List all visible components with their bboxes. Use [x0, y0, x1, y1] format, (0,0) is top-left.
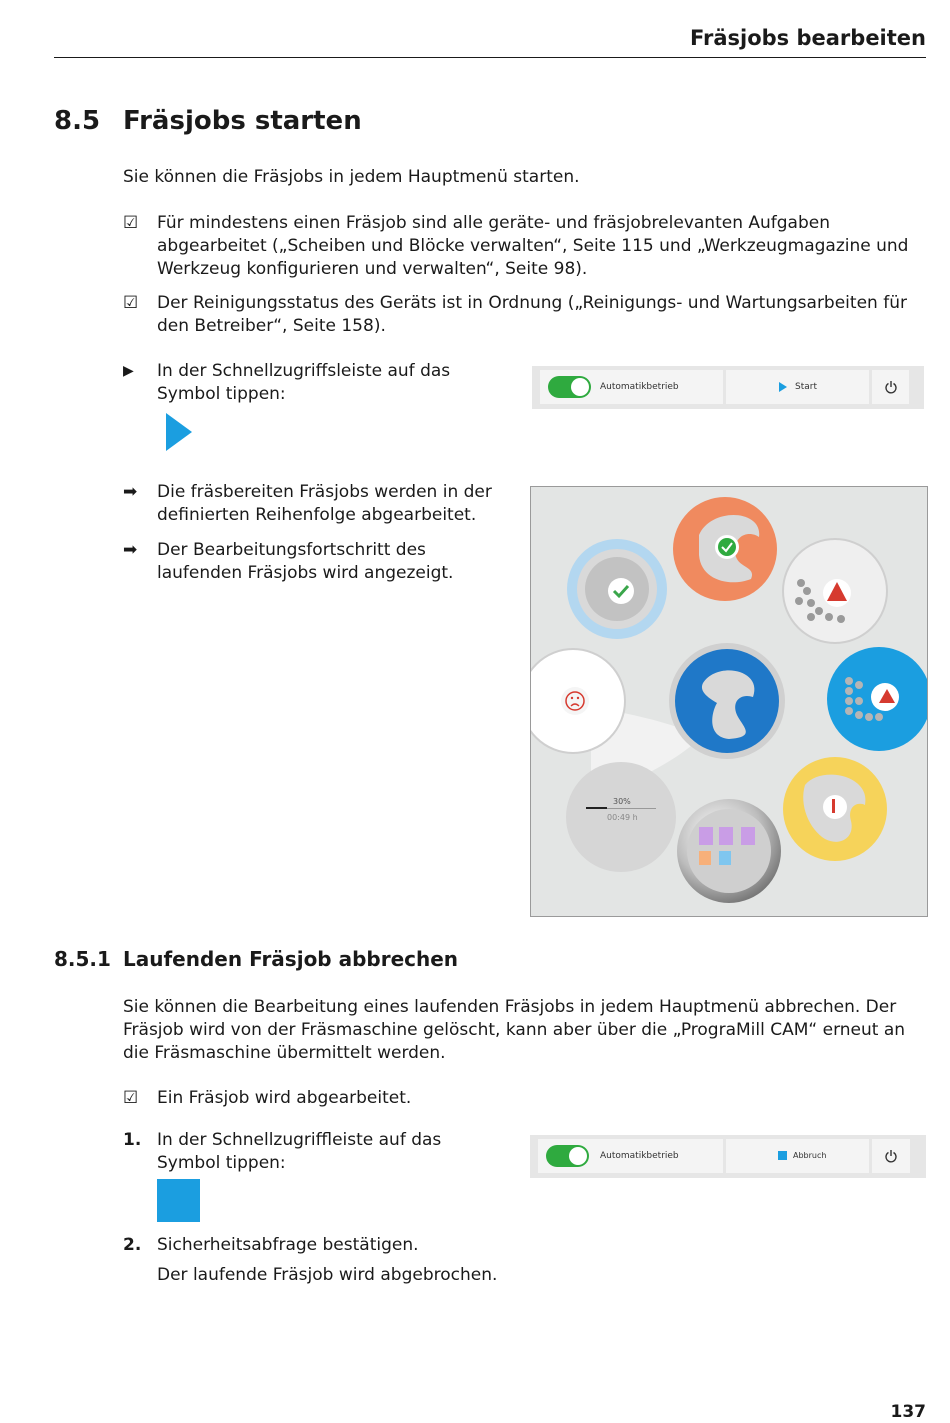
sub-step-1: In der Schnellzugriffleiste auf das Symbol tippen: [157, 1130, 442, 1173]
job-circle-blue[interactable] [825, 645, 928, 753]
step-instruction: In der Schnellzugriffsleiste auf das Symbol tippen: [157, 361, 451, 404]
job-circle-finished[interactable] [563, 535, 671, 643]
main-menu-screenshot [530, 486, 928, 917]
intro-text: Sie können die Fräsjobs in jedem Hauptmenü starten. [123, 167, 580, 187]
power-button[interactable] [872, 370, 909, 404]
play-icon [164, 411, 194, 453]
job-circle-yellow[interactable] [781, 755, 889, 863]
progress-track [586, 808, 656, 809]
auto-mode-label: Automatikbetrieb [600, 1151, 679, 1161]
result-arrow-icon: ➡ [123, 540, 138, 560]
prereq-1: Für mindestens einen Fräsjob sind alle geräte- und fräsjobrelevanten Aufgaben abgearbeitet („Scheiben und Blöcke verwalten“, Seite 115 und „Werkzeugmagazine und Werkzeug konfigurieren und verwalten“, Seite 98). [157, 213, 909, 279]
result-1: Die fräsbereiten Fräsjobs werden in der definierten Reihenfolge abgearbeitet. [157, 482, 492, 525]
abort-button[interactable] [726, 1139, 869, 1173]
job-circle-active[interactable] [667, 641, 787, 761]
checkbox-icon: ☑ [123, 1088, 139, 1108]
progress-time: 00:49 h [607, 813, 638, 822]
progress-percent: 30% [613, 797, 631, 806]
prereq-2: Der Reinigungsstatus des Geräts ist in Ordnung („Reinigungs- und Wartungsarbeiten für den Betreiber“, Seite 158). [157, 293, 907, 336]
abort-label: Abbruch [793, 1151, 827, 1160]
stop-icon [778, 1151, 787, 1160]
page-number: 137 [890, 1402, 926, 1422]
step-number: 2. [123, 1235, 142, 1255]
sub-prereq: Ein Fräsjob wird abgearbeitet. [157, 1088, 412, 1108]
subsection-title: Laufenden Fräsjob abbrechen [123, 947, 459, 971]
sub-result: Der laufende Fräsjob wird abgebrochen. [157, 1265, 498, 1285]
job-circle-error[interactable] [530, 647, 627, 755]
power-button[interactable] [872, 1139, 910, 1173]
running-header: Fräsjobs bearbeiten [689, 26, 926, 50]
auto-mode-label: Automatikbetrieb [600, 382, 679, 392]
play-icon [778, 381, 788, 393]
step-arrow-icon: ▶ [123, 363, 134, 379]
section-number: 8.5 [54, 106, 101, 136]
power-icon [884, 380, 898, 394]
section-title: Fräsjobs starten [123, 106, 362, 136]
job-circle-orange[interactable] [671, 495, 779, 603]
job-circle-silver[interactable] [675, 797, 783, 905]
stop-icon [157, 1179, 200, 1222]
start-button[interactable] [726, 370, 869, 404]
sub-intro: Sie können die Bearbeitung eines laufenden Fräsjobs in jedem Hauptmenü abbrechen. Der Fräsjob wird von der Fräsmaschine gelöscht, kann aber über die „PrograMill CAM“ erneut an die Fräsmaschine übermittelt werden. [123, 997, 906, 1063]
progress-fill [586, 807, 607, 809]
auto-mode-toggle[interactable] [546, 1145, 589, 1167]
auto-mode-segment[interactable] [540, 370, 723, 404]
subsection-number: 8.5.1 [54, 947, 111, 971]
step-number: 1. [123, 1130, 142, 1150]
start-label: Start [795, 382, 817, 392]
header-rule [54, 57, 926, 58]
quick-access-bar-abort [530, 1135, 926, 1178]
checkbox-icon: ☑ [123, 213, 139, 233]
auto-mode-toggle[interactable] [548, 376, 591, 398]
sub-step-2: Sicherheitsabfrage bestätigen. [157, 1235, 419, 1255]
result-2: Der Bearbeitungsfortschritt des laufenden Fräsjobs wird angezeigt. [157, 540, 454, 583]
checkbox-icon: ☑ [123, 293, 139, 313]
quick-access-bar [532, 366, 924, 409]
power-icon [884, 1149, 898, 1163]
auto-mode-segment[interactable] [538, 1139, 723, 1173]
result-arrow-icon: ➡ [123, 482, 138, 502]
job-circle-warning[interactable] [781, 537, 889, 645]
